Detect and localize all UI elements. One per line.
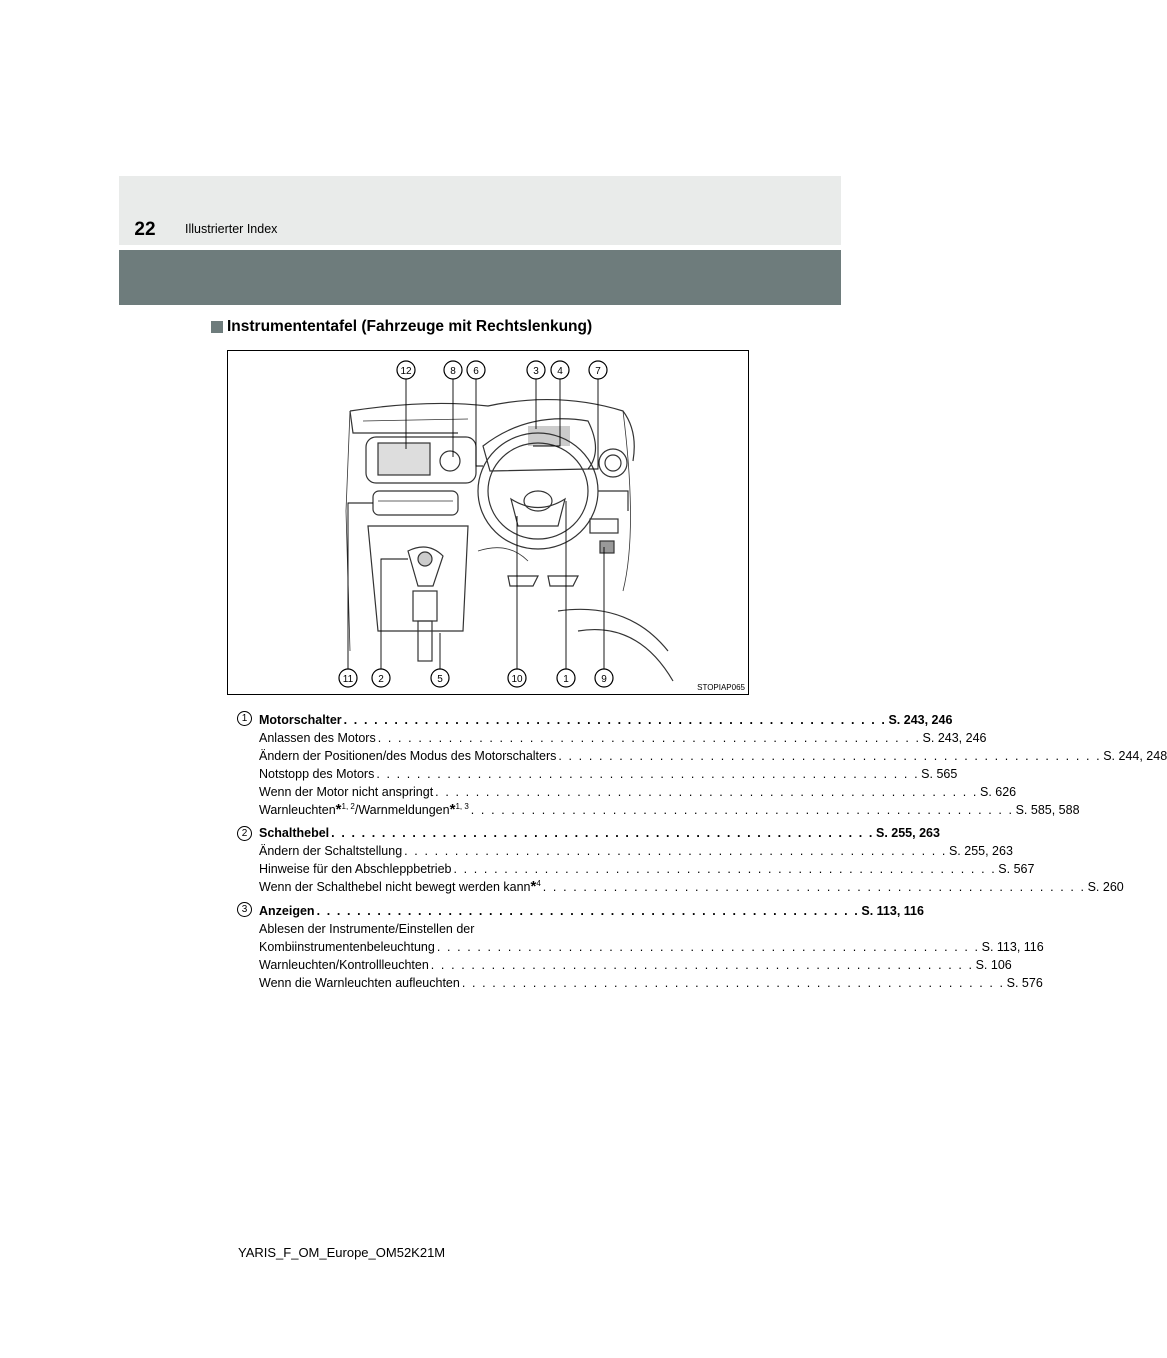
callout-6: 6 xyxy=(473,366,479,377)
entry-line[interactable]: Ändern der Schaltstellung . . . . . . . . . . . . . . . . . . . . . . . . . . . . . . . . . . . . . . . . . . . . . . . . . . . . . . S. 255, 263 xyxy=(259,844,723,862)
entry-line-page: S. 565 xyxy=(921,767,958,781)
entry-head-text: Schalthebel xyxy=(259,826,330,840)
callout-11: 11 xyxy=(342,674,354,685)
section-square-icon xyxy=(211,321,223,333)
entry-line-page: S. 106 xyxy=(975,958,1012,972)
header-band xyxy=(119,250,841,305)
entry-head[interactable]: Anzeigen . . . . . . . . . . . . . . . . . . . . . . . . . . . . . . . . . . . . . . . . . . . . . . . . . . . . . . S. 113, 116 xyxy=(259,904,723,922)
entry-line-page: S. 113, 116 xyxy=(981,940,1044,954)
entry-head-page: S. 113, 116 xyxy=(861,904,924,918)
callout-1: 1 xyxy=(563,674,569,685)
footer-doc-code: YARIS_F_OM_Europe_OM52K21M xyxy=(238,1245,446,1260)
entry-head-page: S. 255, 263 xyxy=(875,826,940,840)
entry-line[interactable]: Notstopp des Motors . . . . . . . . . . . . . . . . . . . . . . . . . . . . . . . . . . . . . . . . . . . . . . . . . . . . . . S. 565 xyxy=(259,767,723,785)
callout-10: 10 xyxy=(511,674,523,685)
callout-2: 2 xyxy=(378,674,384,685)
entry-line-text: Ändern der Schaltstellung xyxy=(259,844,403,858)
entry-line-text: Wenn die Warnleuchten aufleuchten xyxy=(259,976,460,990)
entry-line-page: S. 585, 588 xyxy=(1015,803,1080,817)
entry-line[interactable]: Wenn der Schalthebel nicht bewegt werden kann*$^4$ . . . . . . . . . . . . . . . . . . . . . . . . . . . . . . . . . . . . . . . . . . . . . . . . . . . . . . S. 260 xyxy=(259,880,723,898)
page-number: 22 xyxy=(134,219,156,240)
entry-head-text: Anzeigen xyxy=(259,904,315,918)
entry-line-text: Wenn der Schalthebel nicht bewegt werden kann*$^4$ xyxy=(259,878,541,895)
entry-line-text: Warnleuchten*$^{1, 2}$/Warnmeldungen*$^{1, 3}$ xyxy=(259,801,469,818)
dashboard-illustration xyxy=(227,350,749,695)
entry-line-text: Kombiinstrumentenbeleuchtung xyxy=(259,940,435,954)
callouts-top xyxy=(397,361,607,379)
entry-line-page: S. 567 xyxy=(998,862,1035,876)
entry-line[interactable]: Wenn der Motor nicht anspringt . . . . . . . . . . . . . . . . . . . . . . . . . . . . . . . . . . . . . . . . . . . . . . . . . . . . . . S. 626 xyxy=(259,785,723,803)
entry-line-page: S. 576 xyxy=(1006,976,1043,990)
entry-line-text: Wenn der Motor nicht anspringt xyxy=(259,785,434,799)
entry-line-text: Warnleuchten/Kontrollleuchten xyxy=(259,958,429,972)
callout-9: 9 xyxy=(601,674,607,685)
entry-line-text: Ändern der Positionen/des Modus des Motorschalters xyxy=(259,749,557,763)
entry-line-text: Anlassen des Motors xyxy=(259,731,376,745)
callout-3: 3 xyxy=(533,366,539,377)
entry-line[interactable]: Warnleuchten*$^{1, 2}$/Warnmeldungen*$^{1, 3}$ . . . . . . . . . . . . . . . . . . . . . . . . . . . . . . . . . . . . . . . . . . . . . . . . . . . . . . S. 585, 588 xyxy=(259,803,723,821)
entry-line[interactable]: Warnleuchten/Kontrollleuchten . . . . . . . . . . . . . . . . . . . . . . . . . . . . . . . . . . . . . . . . . . . . . . . . . . . . . . S. 106 xyxy=(259,958,723,976)
callout-8: 8 xyxy=(450,366,456,377)
entry-line-page: S. 243, 246 xyxy=(922,731,987,745)
entry-number: 2 xyxy=(237,826,252,841)
entry-line[interactable]: Wenn die Warnleuchten aufleuchten . . . . . . . . . . . . . . . . . . . . . . . . . . . . . . . . . . . . . . . . . . . . . . . . . . . . . . S. 576 xyxy=(259,976,723,994)
entry-line-page: S. 260 xyxy=(1087,880,1124,894)
entry-line-page: S. 255, 263 xyxy=(948,844,1013,858)
entry-head-text: Motorschalter xyxy=(259,713,342,727)
entry-line-page: S. 244, 248 xyxy=(1103,749,1167,763)
callout-12: 12 xyxy=(400,366,412,377)
entry-number: 1 xyxy=(237,711,252,726)
entry-line[interactable]: Ändern der Positionen/des Modus des Motorschalters . . . . . . . . . . . . . . . . . . . . . . . . . . . . . . . . . . . . . . . . . . . . . . . . . . . . . . S. 244, 248 xyxy=(259,749,723,767)
image-code: STOPIAP065 xyxy=(697,683,745,692)
entry-line[interactable]: Kombiinstrumentenbeleuchtung . . . . . . . . . . . . . . . . . . . . . . . . . . . . . . . . . . . . . . . . . . . . . . . . . . . . . . S. 113, 116 xyxy=(259,940,723,958)
dashboard-drawing xyxy=(228,351,748,694)
entry-line-text: Hinweise für den Abschleppbetrieb xyxy=(259,862,452,876)
section-title-text: Instrumententafel (Fahrzeuge mit Rechtslenkung) xyxy=(227,318,593,335)
entry-head[interactable]: Motorschalter . . . . . . . . . . . . . . . . . . . . . . . . . . . . . . . . . . . . . . . . . . . . . . . . . . . . . . S. 243, 246 xyxy=(259,713,723,731)
entry-head-page: S. 243, 246 xyxy=(888,713,953,727)
callout-5: 5 xyxy=(437,674,443,685)
entry-head[interactable]: Schalthebel . . . . . . . . . . . . . . . . . . . . . . . . . . . . . . . . . . . . . . . . . . . . . . . . . . . . . . S. 255, 263 xyxy=(259,826,723,844)
section-title xyxy=(211,318,592,336)
entry-line-page: S. 626 xyxy=(979,785,1017,799)
entry-line-text: Ablesen der Instrumente/Einstellen der xyxy=(259,922,475,936)
header-title: Illustrierter Index xyxy=(185,222,278,236)
callout-4: 4 xyxy=(557,366,563,377)
entry-line xyxy=(259,922,723,940)
page-header xyxy=(119,176,841,245)
entry-line[interactable]: Hinweise für den Abschleppbetrieb . . . . . . . . . . . . . . . . . . . . . . . . . . . . . . . . . . . . . . . . . . . . . . . . . . . . . . S. 567 xyxy=(259,862,723,880)
callout-7: 7 xyxy=(595,366,601,377)
entry-number: 3 xyxy=(237,902,252,917)
entry-line[interactable]: Anlassen des Motors . . . . . . . . . . . . . . . . . . . . . . . . . . . . . . . . . . . . . . . . . . . . . . . . . . . . . . S. 243, 246 xyxy=(259,731,723,749)
entry-line-text: Notstopp des Motors xyxy=(259,767,375,781)
